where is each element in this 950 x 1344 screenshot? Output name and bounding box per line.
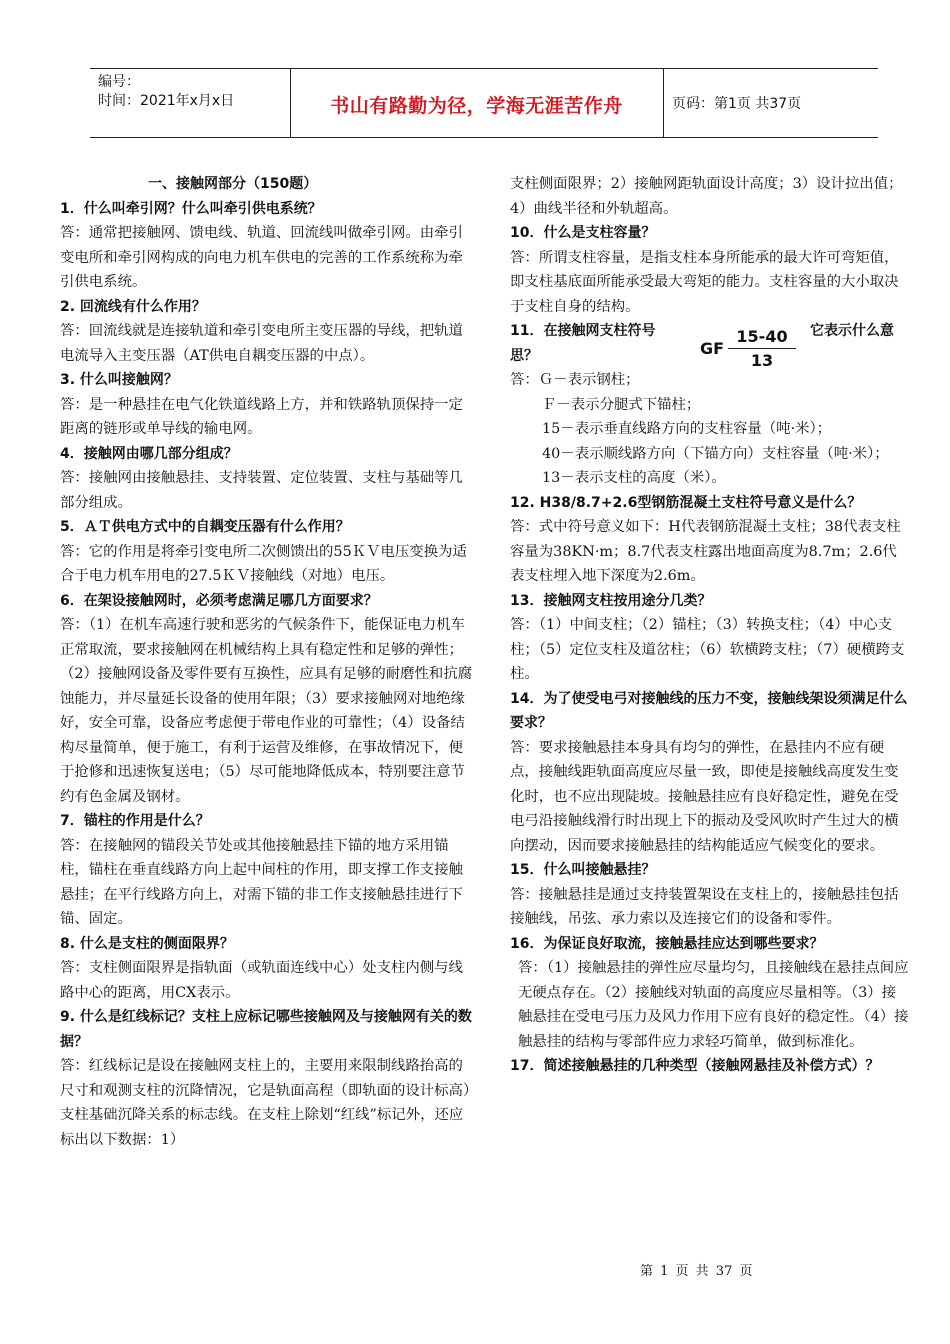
left-column (60, 172, 475, 1152)
header-slogan: 书山有路勤为径，学海无涯苦作舟 (330, 95, 623, 117)
question: 7．锚柱的作用是什么？ (60, 813, 210, 829)
answer: 答：接触网由接触悬挂、支持装置、定位装置、支柱与基础等几部分组成。 (60, 470, 463, 511)
answer: 答：是一种悬挂在电气化铁道线路上方，并和铁路轨顶保持一定距离的链形或单导线的输电网。 (60, 396, 463, 437)
question-11 (510, 319, 910, 368)
answer: 答：（1）中间支柱；（2）锚柱；（3）转换支柱；（4）中心支柱；（5）定位支柱及道岔柱；（6）软横跨支柱；（7）硬横跨支柱。 (510, 617, 905, 682)
answer: 答：（1）接触悬挂的弹性应尽量均匀，且接触线在悬挂点间应无硬点存在。（2）接触线对轨面的高度应尽量相等。（3）接触悬挂在受电弓压力及风力作用下应有良好的稳定性。（4）接触悬挂的结构与零部件应力求轻巧简单，做到标准化。 (518, 960, 909, 1050)
answer: 答：在接触网的锚段关节处或其他接触悬挂下锚的地方采用锚柱，锚柱在垂直线路方向上起中间柱的作用，即支撑工作支接触悬挂；在平行线路方向上，对需下锚的非工作支接触悬挂进行下锚、固定。 (60, 837, 463, 927)
answer: 答：要求接触悬挂本身具有均匀的弹性，在悬挂内不应有硬点，接触线距轨面高度应尽量一致，即使是接触线高度发生变化时，也不应出现陡坡。接触悬挂应有良好稳定性，避免在受电弓沿接触线滑行时出现上下的振动及受风吹时产生过大的横向摆动，因而要求接触悬挂的结构能适应气候变化的要求。 (510, 739, 899, 854)
answer: 答：支柱侧面限界是指轨面（或轨面连线中心）处支柱内侧与线路中心的距离，用CX表示。 (60, 960, 463, 1001)
question: 6．在架设接触网时，必须考虑满足哪几方面要求？ (60, 592, 378, 609)
question: 8. 什么是支柱的侧面限界？ (60, 935, 234, 952)
header-divider (663, 69, 664, 137)
doc-number-label: 编号： (98, 74, 140, 90)
pole-symbol-letters: GF (700, 339, 725, 358)
question: 12. H38/8.7+2.6型钢筋混凝土支柱符号意义是什么？ (510, 494, 862, 511)
question-11-tail: 它表示什么意 (810, 323, 894, 339)
page-header (90, 68, 878, 138)
question: 10．什么是支柱容量？ (510, 225, 656, 241)
doc-date-label: 时间：2021年x月x日 (98, 93, 235, 109)
answer-line: 15－表示垂直线路方向的支柱容量（吨·米）； (542, 421, 832, 437)
section-title: 一、接触网部分（150题） (148, 176, 318, 192)
question: 3. 什么叫接触网？ (60, 372, 178, 388)
header-page-label: 页码：第1页 共37页 (672, 96, 802, 112)
question: 17．简述接触悬挂的几种类型（接触网悬挂及补偿方式）？ (510, 1058, 880, 1074)
header-info (98, 73, 234, 111)
answer: 答：红线标记是设在接触网支柱上的，主要用来限制线路抬高的尺寸和观测支柱的沉降情况，它是轨面高程（即轨面的设计标高）支柱基础沉降关系的标志线。在支柱上除划“红线”标记外，还应标出以下数据：1） (60, 1058, 471, 1148)
pole-symbol-denominator: 13 (750, 351, 774, 370)
question: 9. 什么是红线标记？支柱上应标记哪些接触网及与接触网有关的数据？ (60, 1009, 472, 1050)
question: 16．为保证良好取流，接触悬挂应达到哪些要求？ (510, 935, 824, 952)
answer: 答：通常把接触网、馈电线、轨道、回流线叫做牵引网。由牵引变电所和牵引网构成的向电力机车供电的完善的工作系统称为牵引供电系统。 (60, 225, 463, 290)
answer: 答：Ｇ－表示钢柱； (510, 372, 640, 388)
question: 5．ＡＴ供电方式中的自耦变压器有什么作用？ (60, 519, 350, 535)
question: 4．接触网由哪几部分组成？ (60, 445, 238, 462)
question: 1．什么叫牵引网？什么叫牵引供电系统？ (60, 200, 322, 217)
answer: 答：回流线就是连接轨道和牵引变电所主变压器的导线，把轨道电流导入主变压器（AT供电自耦变压器的中点）。 (60, 323, 463, 364)
answer: 答：所谓支柱容量，是指支柱本身所能承的最大许可弯矩值，即支柱基底面所能承受最大弯矩的能力。支柱容量的大小取决于支柱自身的结构。 (510, 249, 899, 315)
right-column (510, 172, 910, 1079)
pole-symbol-numerator: 15-40 (736, 327, 788, 346)
question-11-text: 11．在接触网支柱符号 思？ (510, 323, 656, 364)
page-footer: 第 1 页 共 37 页 (640, 1264, 753, 1279)
answer: 答：（1）在机车高速行驶和恶劣的气候条件下，能保证电力机车正常取流，要求接触网在机械结构上具有稳定性和足够的弹性；（2）接触网设备及零件要有互换性，应具有足够的耐磨性和抗腐蚀能力，并尽量延长设备的使用年限；（3）要求接触网对地绝缘好，安全可靠，设备应考虑便于带电作业的可靠性；（4）设备结构尽量简单，便于施工，有利于运营及维修，在事故情况下，便于抢修和迅速恢复送电；（5）尽可能地降低成本，特别要注意节约有色金属及钢材。 (60, 617, 473, 805)
answer: 答：式中符号意义如下：H代表钢筋混凝土支柱；38代表支柱容量为38KN·m；8.7代表支柱露出地面高度为8.7m；2.6代表支柱埋入地下深度为2.6m。 (510, 519, 901, 584)
question: 13．接触网支柱按用途分几类？ (510, 592, 712, 609)
answer: 答：它的作用是将牵引变电所二次侧馈出的55ＫＶ电压变换为适合于电力机车用电的27.5ＫＶ接触线（对地）电压。 (60, 543, 467, 584)
question: 14．为了使受电弓对接触线的压力不变，接触线架设须满足什么要求？ (510, 690, 908, 731)
answer-line: 13－表示支柱的高度（米）。 (542, 470, 726, 486)
answer: 支柱侧面限界；2）接触网距轨面设计高度；3）设计拉出值；4）曲线半径和外轨超高。 (510, 176, 903, 217)
answer: 答：接触悬挂是通过支持装置架设在支柱上的，接触悬挂包括接触线，吊弦、承力索以及连接它们的设备和零件。 (510, 886, 899, 927)
question: 2. 回流线有什么作用？ (60, 298, 206, 315)
answer-line: Ｆ－表示分腿式下锚柱； (542, 396, 701, 413)
answer-line: 40－表示顺线路方向（下锚方向）支柱容量（吨·米）； (542, 445, 889, 462)
question: 15．什么叫接触悬挂？ (510, 862, 656, 878)
pole-symbol-formula (700, 325, 802, 371)
fraction-bar (728, 348, 796, 349)
